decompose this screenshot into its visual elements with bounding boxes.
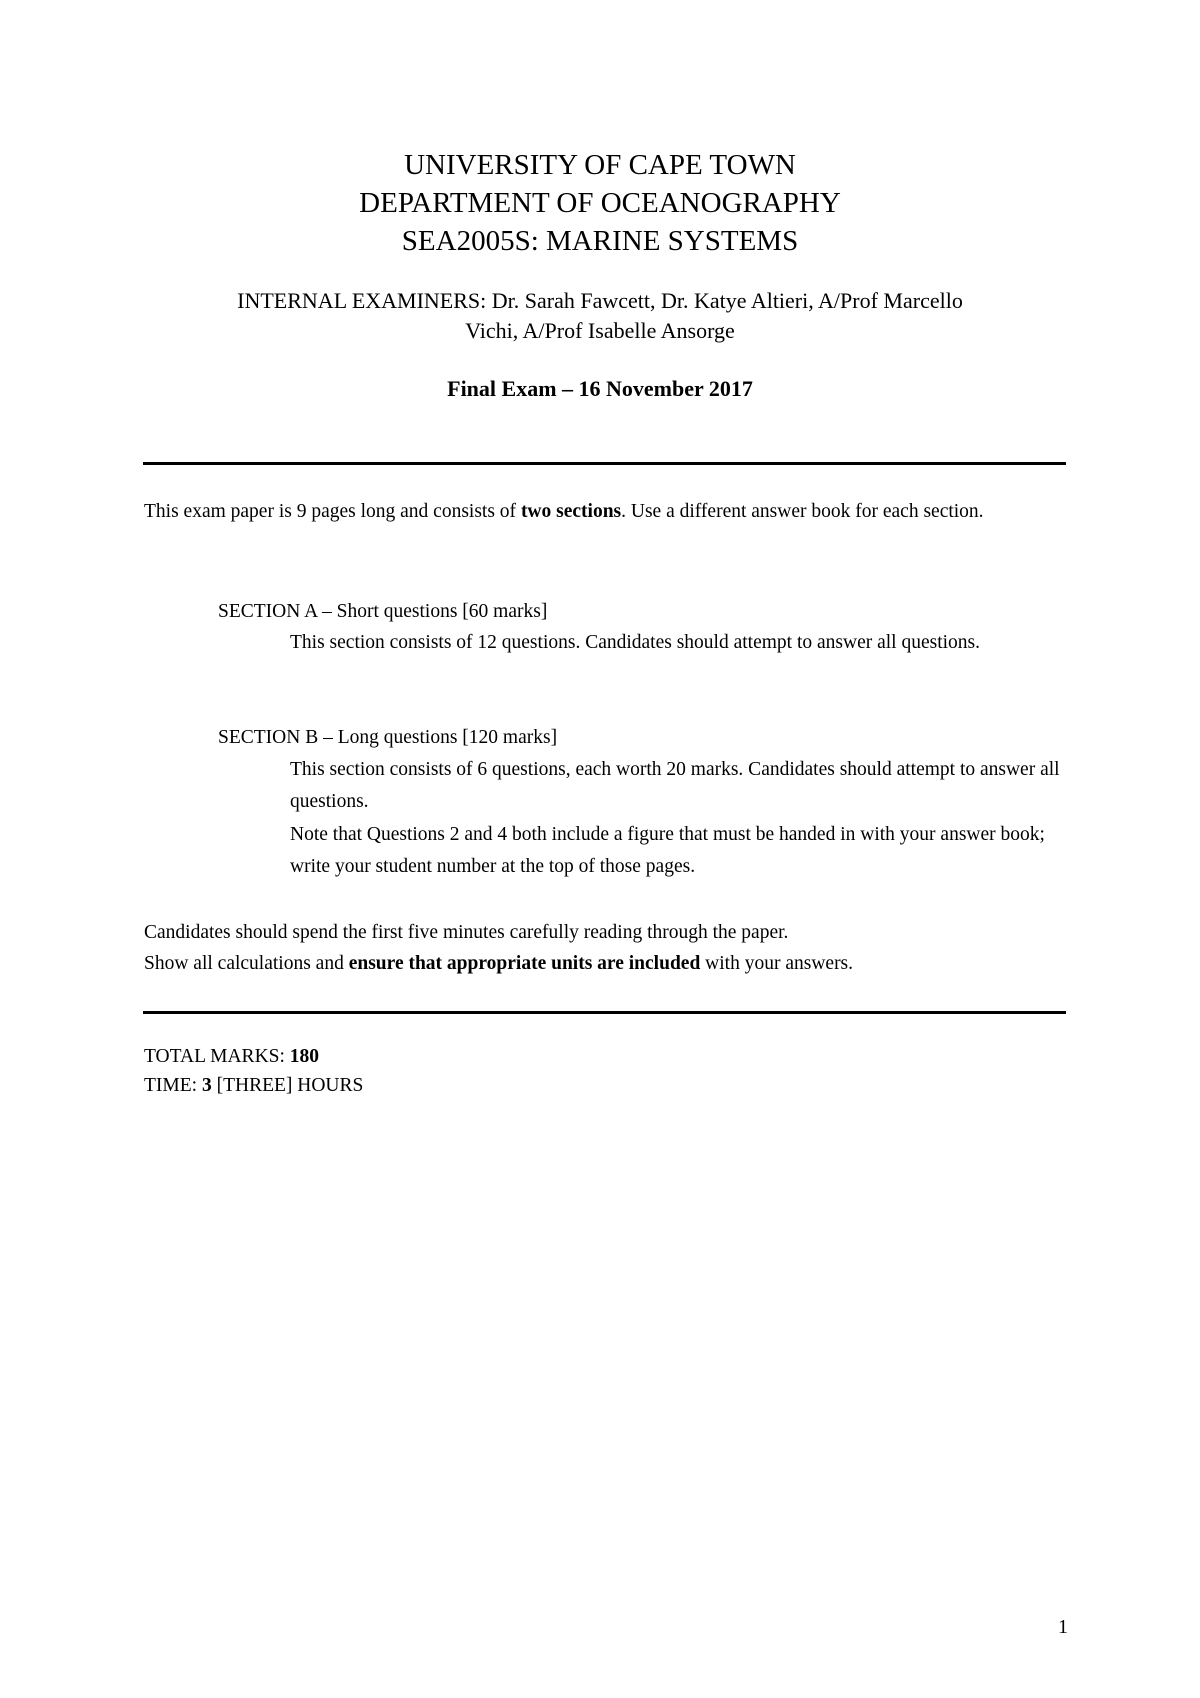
intro-text-end: . Use a different answer book for each section. [621, 501, 984, 522]
time-suffix: [THREE] HOURS [211, 1075, 364, 1096]
total-marks-value: 180 [289, 1046, 320, 1067]
instruction-line-2-end: with your answers. [700, 953, 854, 974]
course-title: SEA2005S: MARINE SYSTEMS [401, 225, 799, 257]
section-b-note: Note that Questions 2 and 4 both include a figure that must be handed in with your answer book; write your student number at the top of those pages. [290, 824, 1045, 877]
instruction-line-1: Candidates should spend the first five minutes carefully reading through the paper. [144, 922, 789, 943]
university-title: UNIVERSITY OF CAPE TOWN [404, 149, 796, 181]
section-b-title: SECTION B – Long questions [120 marks] [218, 727, 558, 748]
top-divider [143, 462, 1066, 465]
exam-title: Final Exam – 16 November 2017 [447, 376, 753, 401]
section-b-text: This section consists of 6 questions, each worth 20 marks. Candidates should attempt to answer all questions. [290, 759, 1060, 812]
examiners-line-2: Vichi, A/Prof Isabelle Ansorge [465, 318, 735, 343]
intro-paragraph [144, 496, 1069, 527]
examiners-block [150, 286, 1050, 346]
time-value: 3 [201, 1075, 212, 1096]
section-a-text: This section consists of 12 questions. Candidates should attempt to answer all questions. [290, 632, 981, 653]
instructions-block [144, 917, 1069, 979]
totals-block [144, 1042, 1069, 1100]
instruction-line-2-start: Show all calculations and [144, 953, 349, 974]
intro-text-start: This exam paper is 9 pages long and consists of [144, 501, 521, 522]
time-line [144, 1071, 1069, 1100]
page-number: 1 [1058, 1616, 1068, 1638]
department-title: DEPARTMENT OF OCEANOGRAPHY [359, 187, 841, 219]
total-marks-line [144, 1042, 1069, 1071]
instruction-line-2-bold: ensure that appropriate units are included [348, 953, 701, 974]
bottom-divider [143, 1011, 1066, 1014]
total-marks-label: TOTAL MARKS: [144, 1046, 290, 1067]
section-a-title: SECTION A – Short questions [60 marks] [218, 601, 548, 622]
intro-text-bold: two sections [520, 501, 622, 522]
time-label: TIME: [144, 1075, 202, 1096]
instruction-line-2 [144, 948, 1069, 979]
examiners-line-1: INTERNAL EXAMINERS: Dr. Sarah Fawcett, Dr. Katye Altieri, A/Prof Marcello [237, 288, 963, 313]
